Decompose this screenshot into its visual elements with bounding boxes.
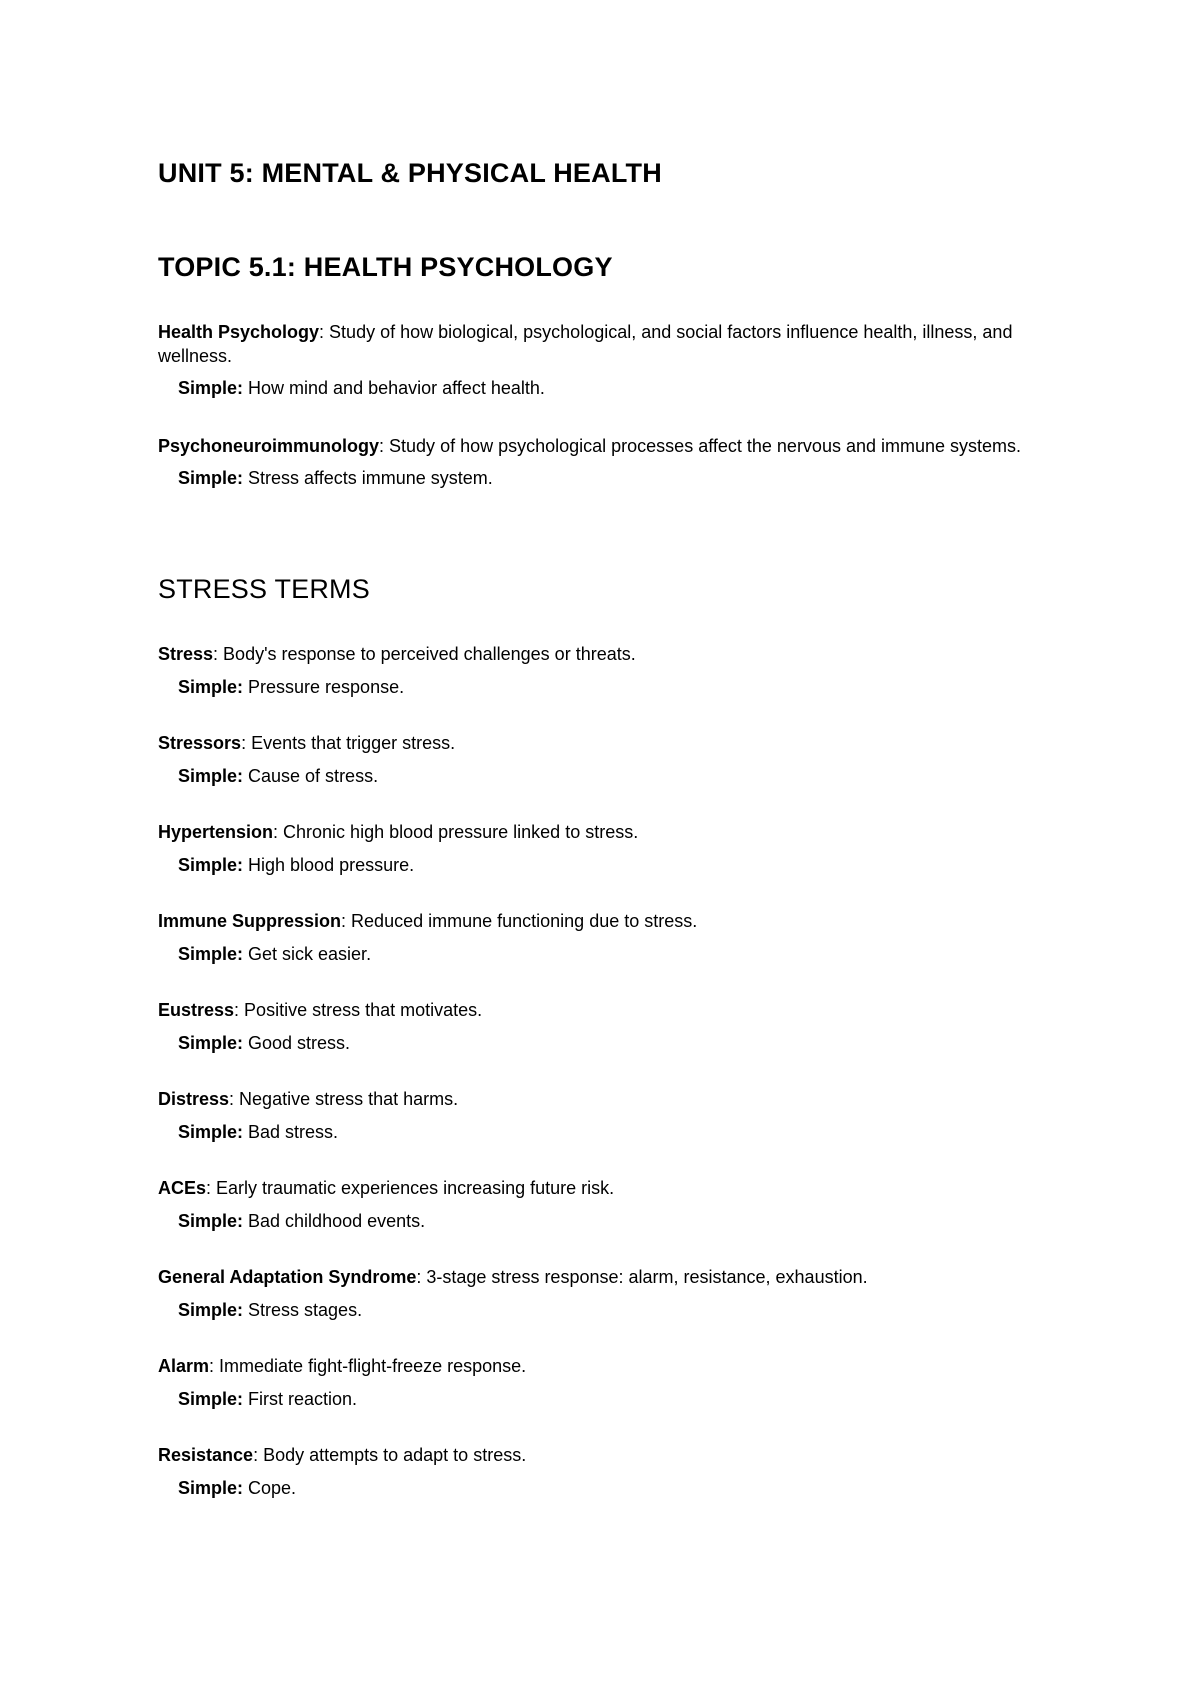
simple-explanation — [158, 942, 1058, 966]
simple-explanation — [158, 1298, 1058, 1322]
term-definition — [158, 1443, 1058, 1467]
term-entry-aces — [158, 1176, 1058, 1233]
simple-explanation — [158, 853, 1058, 877]
definition-text: : Events that trigger stress. — [241, 733, 456, 753]
definition-text: : Reduced immune functioning due to stress. — [341, 911, 698, 931]
term-definition — [158, 820, 1058, 844]
simple-text: Good stress. — [243, 1033, 351, 1053]
definition-text: : 3-stage stress response: alarm, resistance, exhaustion. — [416, 1267, 868, 1287]
term-name: Stressors — [158, 733, 242, 753]
simple-text: Bad childhood events. — [243, 1211, 426, 1231]
unit-heading-block — [158, 158, 1058, 189]
definition-text: : Early traumatic experiences increasing future risk. — [206, 1178, 615, 1198]
term-name: Resistance — [158, 1445, 254, 1465]
term-definition — [158, 434, 1058, 458]
unit-title: UNIT 5: MENTAL & PHYSICAL HEALTH — [158, 158, 662, 188]
definition-text: : Positive stress that motivates. — [234, 1000, 483, 1020]
definition-text: : Study of how biological, psychological, and social factors influence health, illness, and wellness. — [158, 322, 1013, 366]
simple-text: How mind and behavior affect health. — [243, 378, 545, 398]
term-definition — [158, 642, 1058, 666]
simple-explanation — [158, 1476, 1058, 1500]
simple-explanation — [158, 466, 1058, 490]
term-name: General Adaptation Syndrome — [158, 1267, 417, 1287]
topic-title: TOPIC 5.1: HEALTH PSYCHOLOGY — [158, 252, 613, 282]
simple-explanation — [158, 675, 1058, 699]
term-definition — [158, 731, 1058, 755]
simple-explanation — [158, 376, 1058, 400]
simple-text: Cause of stress. — [243, 766, 379, 786]
term-definition — [158, 1087, 1058, 1111]
term-definition — [158, 998, 1058, 1022]
simple-label: Simple: — [178, 766, 244, 786]
simple-text: First reaction. — [243, 1389, 358, 1409]
definition-text: : Chronic high blood pressure linked to stress. — [273, 822, 639, 842]
simple-label: Simple: — [178, 855, 244, 875]
simple-label: Simple: — [178, 468, 244, 488]
term-name: ACEs — [158, 1178, 207, 1198]
topic-heading-block — [158, 252, 1058, 283]
term-entry-eustress — [158, 998, 1058, 1055]
simple-text: Pressure response. — [243, 677, 405, 697]
term-name: Alarm — [158, 1356, 210, 1376]
definition-text: : Negative stress that harms. — [229, 1089, 459, 1109]
term-name: Psychoneuroimmunology — [158, 436, 380, 456]
simple-label: Simple: — [178, 677, 244, 697]
simple-explanation — [158, 764, 1058, 788]
simple-label: Simple: — [178, 1122, 244, 1142]
term-definition — [158, 1354, 1058, 1378]
simple-explanation — [158, 1209, 1058, 1233]
term-name: Immune Suppression — [158, 911, 342, 931]
simple-text: Cope. — [243, 1478, 297, 1498]
term-entry-distress — [158, 1087, 1058, 1144]
definition-text: : Body attempts to adapt to stress. — [253, 1445, 527, 1465]
term-name: Stress — [158, 644, 214, 664]
stress-heading-block — [158, 574, 1058, 605]
simple-text: Stress stages. — [243, 1300, 363, 1320]
term-name: Eustress — [158, 1000, 235, 1020]
term-entry-alarm — [158, 1354, 1058, 1411]
term-definition — [158, 320, 1058, 368]
simple-text: High blood pressure. — [243, 855, 415, 875]
term-entry-health-psychology — [158, 320, 1058, 400]
simple-explanation — [158, 1387, 1058, 1411]
term-name: Health Psychology — [158, 322, 320, 342]
simple-label: Simple: — [178, 1389, 244, 1409]
simple-text: Get sick easier. — [243, 944, 372, 964]
simple-explanation — [158, 1120, 1058, 1144]
term-entry-general-adaptation-syndrome — [158, 1265, 1058, 1322]
simple-label: Simple: — [178, 378, 244, 398]
simple-text: Stress affects immune system. — [243, 468, 493, 488]
stress-section-title: STRESS TERMS — [158, 574, 370, 604]
term-name: Distress — [158, 1089, 230, 1109]
term-definition — [158, 1265, 1058, 1289]
definition-text: : Immediate fight-flight-freeze response. — [209, 1356, 527, 1376]
simple-text: Bad stress. — [243, 1122, 339, 1142]
simple-label: Simple: — [178, 1211, 244, 1231]
term-entry-stress — [158, 642, 1058, 699]
term-definition — [158, 1176, 1058, 1200]
definition-text: : Study of how psychological processes affect the nervous and immune systems. — [379, 436, 1022, 456]
simple-explanation — [158, 1031, 1058, 1055]
simple-label: Simple: — [178, 1033, 244, 1053]
term-entry-hypertension — [158, 820, 1058, 877]
term-entry-psychoneuroimmunology — [158, 434, 1058, 490]
definition-text: : Body's response to perceived challenges or threats. — [213, 644, 636, 664]
term-definition — [158, 909, 1058, 933]
term-entry-immune-suppression — [158, 909, 1058, 966]
term-name: Hypertension — [158, 822, 274, 842]
simple-label: Simple: — [178, 1478, 244, 1498]
term-entry-resistance — [158, 1443, 1058, 1500]
simple-label: Simple: — [178, 1300, 244, 1320]
term-entry-stressors — [158, 731, 1058, 788]
simple-label: Simple: — [178, 944, 244, 964]
